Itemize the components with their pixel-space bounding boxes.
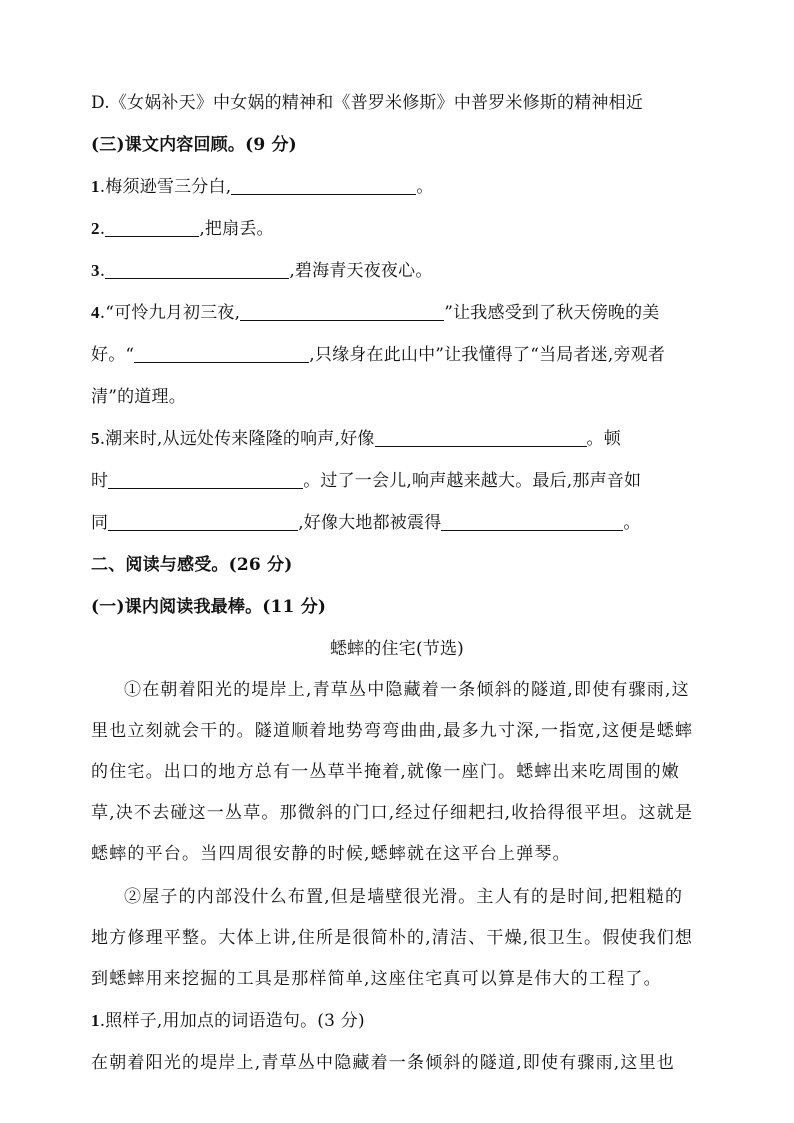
passage-line: ②屋子的内部没什么布置,但是墙壁很光滑。主人有的是时间,把粗糙的	[124, 887, 684, 907]
question-text: 。过了一会儿,响声越来越大。最后,那声音如	[303, 471, 642, 491]
question-4-line-2	[91, 340, 712, 365]
answer-blank[interactable]	[105, 260, 289, 279]
question-number: 3	[91, 261, 100, 280]
question-number: 2	[91, 219, 100, 238]
passage-line: 草,决不去碰这一丛草。那微斜的门口,经过仔细耙扫,收拾得很平坦。这就是	[91, 803, 694, 823]
passage-line: 的住宅。出口的地方总有一丛草半掩着,就像一座门。蟋蟀出来吃周围的嫩	[91, 762, 681, 782]
question-4-line-1	[91, 298, 712, 323]
answer-blank[interactable]	[441, 512, 623, 531]
section-review-heading: (三)课文内容回顾。(9 分)	[91, 135, 297, 155]
question-5-line-3	[91, 508, 712, 533]
part-two-heading: 二、阅读与感受。(26 分)	[91, 555, 293, 575]
question-text: ,只缘身在此山中”让我懂得了“当局者迷,旁观者	[309, 345, 666, 365]
question-number: 4	[91, 303, 100, 322]
question-text: .	[99, 261, 106, 281]
question-1	[91, 172, 712, 197]
question-text: 同	[91, 513, 109, 533]
question-5-line-2	[91, 466, 712, 491]
passage-line: 蟋蟀的平台。当四周很安静的时候,蟋蟀就在这平台上弹琴。	[91, 844, 571, 864]
question-4-line-3: 清”的道理。	[91, 387, 186, 407]
reading-question-1	[91, 1006, 712, 1031]
question-text: ”让我感受到了秋天傍晚的美	[444, 303, 660, 323]
question-text: ,把扇丢。	[199, 219, 274, 239]
passage-title: 蟋蟀的住宅(节选)	[329, 639, 465, 659]
answer-blank[interactable]	[108, 470, 303, 489]
passage-line: 到蟋蟀用来挖掘的工具是那样简单,这座住宅真可以算是伟大的工程了。	[91, 969, 662, 989]
answer-blank[interactable]	[105, 218, 199, 237]
question-text: ,碧海青天夜夜心。	[289, 261, 433, 281]
question-text: .潮来时,从远处传来隆隆的响声,好像	[99, 429, 375, 449]
answer-blank[interactable]	[108, 512, 298, 531]
question-text: ,好像大地都被震得	[298, 513, 442, 533]
example-sentence: 在朝着阳光的堤岸上,青草丛中隐藏着一条倾斜的隧道,即使有骤雨,这里也	[91, 1053, 676, 1073]
question-3	[91, 256, 712, 281]
question-text: 时	[91, 471, 109, 491]
question-text: .照样子,用加点的词语造句。(3 分)	[99, 1011, 365, 1031]
passage-line: 里也立刻就会干的。隧道顺着地势弯弯曲曲,最多九寸深,一指宽,这便是蟋蟀	[91, 721, 694, 741]
answer-blank[interactable]	[231, 176, 416, 195]
answer-blank[interactable]	[240, 302, 444, 321]
answer-blank[interactable]	[134, 344, 309, 363]
question-text: 。	[623, 513, 641, 533]
question-number: 1	[91, 177, 100, 196]
question-2	[91, 214, 712, 239]
answer-blank[interactable]	[375, 428, 587, 447]
question-number: 1	[91, 1011, 100, 1030]
question-text: 。	[416, 177, 434, 197]
passage-line: 地方修理平整。大体上讲,住所是很简朴的,清洁、干燥,很卫生。假使我们想	[91, 928, 694, 948]
question-number: 5	[91, 429, 100, 448]
question-text: .梅须逊雪三分白,	[99, 177, 232, 197]
passage-line: ①在朝着阳光的堤岸上,青草丛中隐藏着一条倾斜的隧道,即使有骤雨,这	[124, 680, 690, 700]
part-two-subheading: (一)课内阅读我最棒。(11 分)	[91, 597, 327, 617]
question-text: 。顿	[586, 429, 621, 449]
option-d: D.《女娲补天》中女娲的精神和《普罗米修斯》中普罗米修斯的精神相近	[91, 93, 644, 113]
question-text: .“可怜九月初三夜,	[99, 303, 241, 323]
question-text: .	[99, 219, 106, 239]
question-text: 好。“	[91, 345, 135, 365]
question-5-line-1	[91, 424, 712, 449]
